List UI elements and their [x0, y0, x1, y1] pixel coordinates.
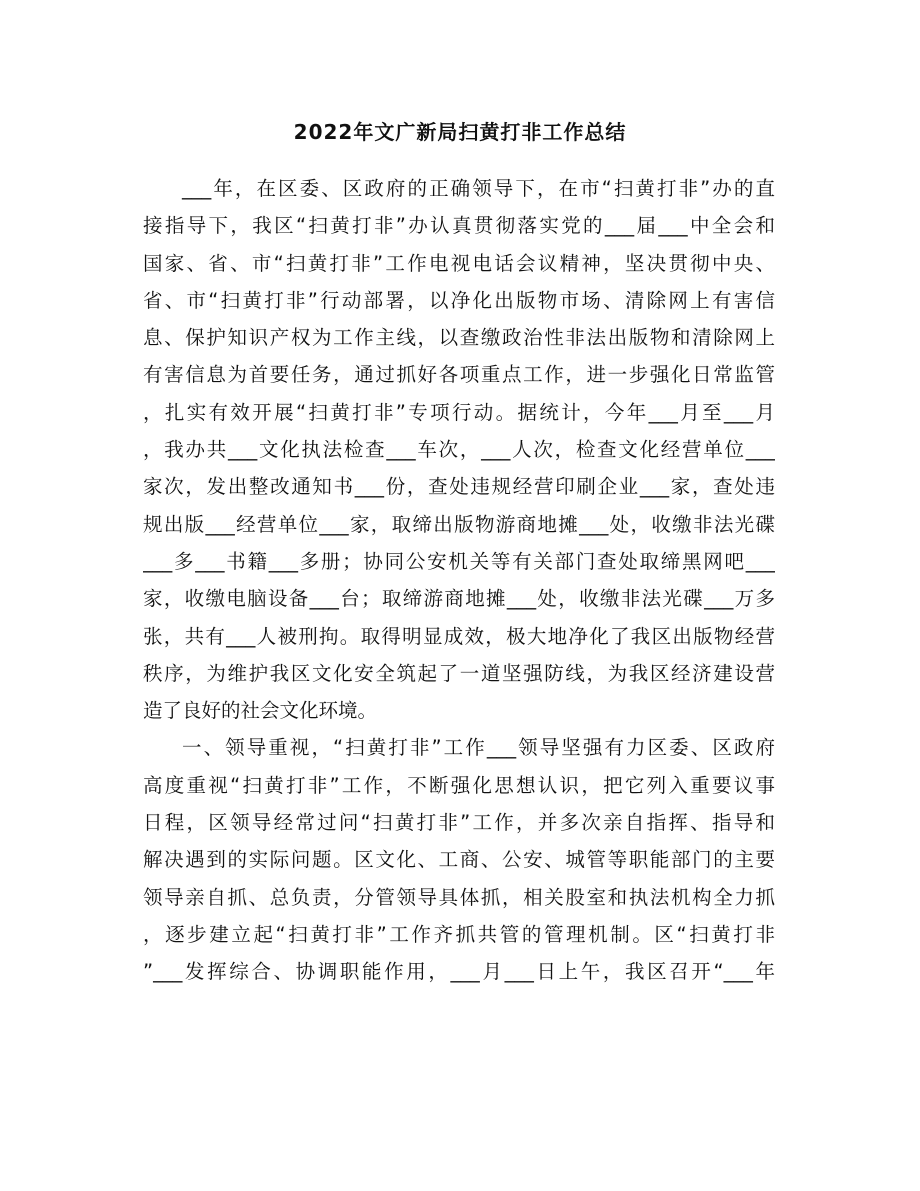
text-line: 解决遇到的实际问题。区文化、工商、公安、城管等职能部门的主要 — [143, 848, 775, 872]
document-title: 2022年文广新局扫黄打非工作总结 — [293, 120, 627, 144]
text-line: 接指导下，我区“扫黄打非”办认真贯彻落实党的___届___中全会和 — [143, 214, 775, 238]
text-line: 造了良好的社会文化环境。 — [143, 699, 378, 723]
text-line: ”___发挥综合、协调职能作用，___月___日上午，我区召开“___年 — [143, 960, 775, 984]
document-body — [143, 170, 775, 991]
text-line: 省、市“扫黄打非”行动部署，以净化出版物市场、清除网上有害信 — [143, 288, 775, 312]
text-line: 有害信息为首要任务，通过抓好各项重点工作，进一步强化日常监管 — [143, 363, 775, 387]
text-line: ，扎实有效开展“扫黄打非”专项行动。据统计，今年___月至___月 — [143, 400, 775, 424]
text-line: 高度重视“扫黄打非”工作，不断强化思想认识，把它列入重要议事 — [143, 773, 775, 797]
text-line: 一、领导重视，“扫黄打非”工作___领导坚强有力区委、区政府 — [182, 736, 775, 760]
text-line: 规出版___经营单位___家，取缔出版物游商地摊___处，收缴非法光碟 — [143, 512, 775, 536]
text-line: 张，共有___人被刑拘。取得明显成效，极大地净化了我区出版物经营 — [143, 624, 775, 648]
text-line: 家次，发出整改通知书___份，查处违规经营印刷企业___家，查处违 — [143, 475, 775, 499]
text-line: 国家、省、市“扫黄打非”工作电视电话会议精神，坚决贯彻中央、 — [143, 251, 775, 275]
paragraph-1 — [143, 170, 775, 729]
text-line: 息、保护知识产权为工作主线，以查缴政治性非法出版物和清除网上 — [143, 326, 775, 350]
text-line: 领导亲自抓、总负责，分管领导具体抓，相关股室和执法机构全力抓 — [143, 885, 775, 909]
text-line: ，逐步建立起“扫黄打非”工作齐抓共管的管理机制。区“扫黄打非 — [143, 922, 775, 946]
text-line: ___多___书籍___多册；协同公安机关等有关部门查处取缔黑网吧___ — [143, 549, 775, 573]
paragraph-2 — [143, 729, 775, 990]
text-line: 秩序，为维护我区文化安全筑起了一道坚强防线，为我区经济建设营 — [143, 661, 775, 685]
text-line: ___年，在区委、区政府的正确领导下，在市“扫黄打非”办的直 — [182, 177, 775, 200]
text-line: 家，收缴电脑设备___台；取缔游商地摊___处，收缴非法光碟___万多 — [143, 587, 775, 611]
text-line: 日程，区领导经常过问“扫黄打非”工作，并多次亲自指挥、指导和 — [143, 811, 775, 835]
text-line: ，我办共___文化执法检查___车次，___人次，检查文化经营单位___ — [143, 438, 775, 462]
